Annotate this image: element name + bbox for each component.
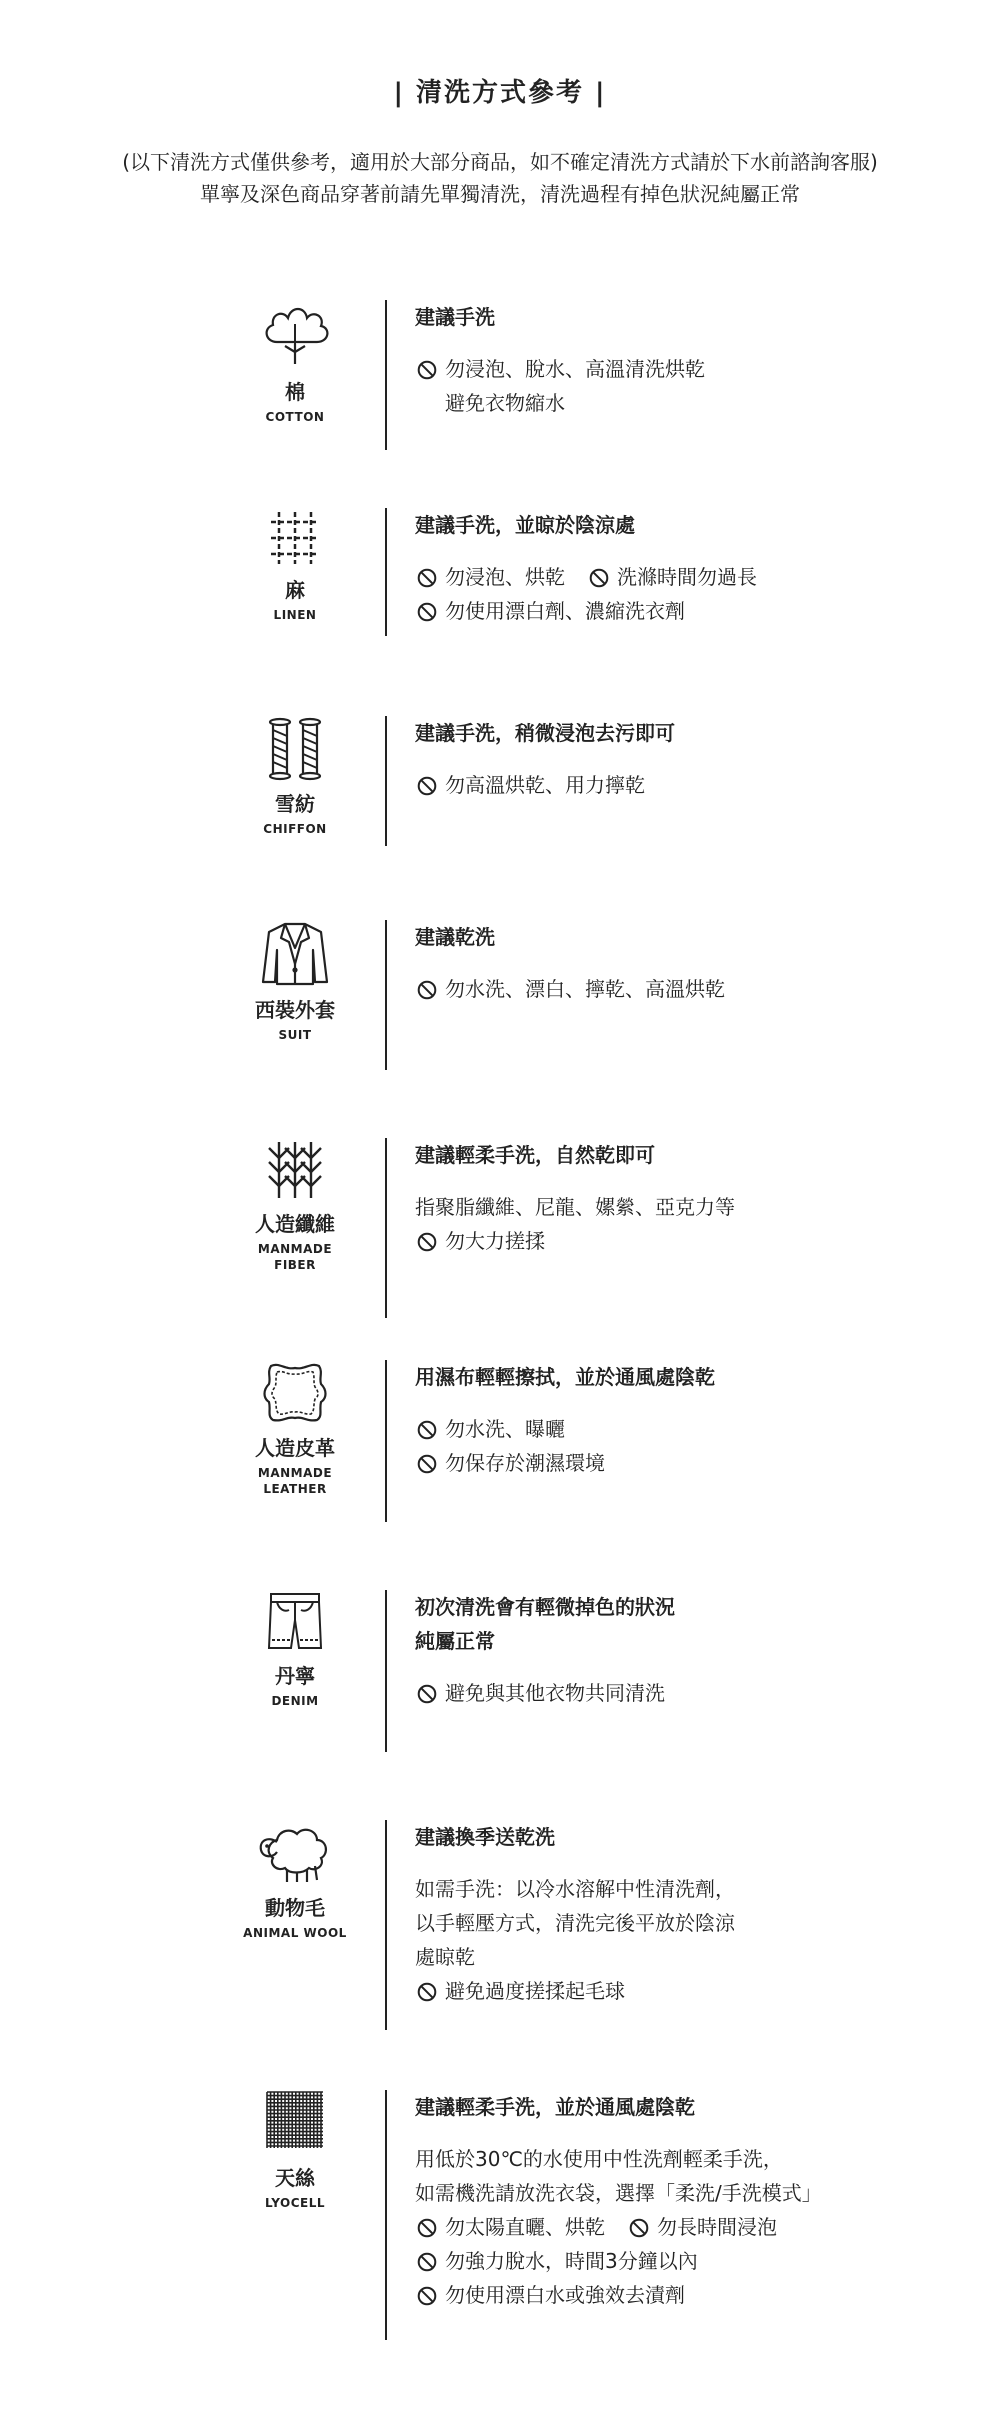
warning-row (415, 1974, 975, 2008)
prohibited-icon (417, 1982, 437, 2002)
intro-line-2: 單寧及深色商品穿著前請先單獨清洗，清洗過程有掉色狀況純屬正常 (200, 182, 800, 206)
fabric-label-group (220, 1138, 370, 1273)
fabric-name-en: CHIFFON (263, 822, 327, 836)
fabric-name-en: SUIT (278, 1028, 312, 1042)
warning-row (415, 1224, 975, 1258)
prohibited-icon (417, 776, 437, 796)
warning-row (415, 352, 975, 386)
warning-text: 洗滌時間勿過長 (617, 565, 757, 589)
warning-text: 勿保存於潮濕環境 (445, 1451, 605, 1475)
care-extra: 避免衣物縮水 (445, 391, 565, 415)
warning-item (415, 1224, 545, 1258)
prohibited-icon (417, 1232, 437, 1252)
care-note: 指聚脂纖維、尼龍、嫘縈、亞克力等 (415, 1195, 735, 1219)
warning-row (415, 972, 975, 1006)
warning-text: 勿長時間浸泡 (657, 2215, 777, 2239)
prohibited-icon (417, 2252, 437, 2272)
warning-row (415, 2210, 975, 2244)
care-instructions (415, 2090, 975, 2312)
warning-text: 避免過度搓揉起毛球 (445, 1979, 625, 2003)
care-instructions (415, 1360, 975, 1480)
linen-icon (220, 508, 370, 568)
warning-text: 勿水洗、曝曬 (445, 1417, 565, 1441)
fabric-name-zh: 麻 (285, 578, 305, 602)
warning-item (415, 1974, 625, 2008)
care-note: 如需機洗請放洗衣袋，選擇「柔洗/手洗模式」 (415, 2181, 822, 2205)
care-heading: 建議輕柔手洗，自然乾即可 (415, 1143, 655, 1167)
fabric-name-zh: 人造纖維 (255, 1212, 335, 1236)
fabric-name-zh: 棉 (285, 380, 305, 404)
warning-text: 勿浸泡、烘乾 (445, 565, 565, 589)
warning-row (415, 1412, 975, 1446)
fabric-label-group (220, 1820, 370, 1941)
cotton-icon (220, 300, 370, 370)
warning-row (415, 594, 975, 628)
fabric-label-group (220, 300, 370, 425)
warning-text: 勿使用漂白水或強效去漬劑 (445, 2283, 685, 2307)
section-divider (385, 1138, 387, 1318)
warning-item (415, 2244, 698, 2278)
prohibited-icon (417, 2286, 437, 2306)
prohibited-icon (417, 360, 437, 380)
warning-text: 勿使用漂白劑、濃縮洗衣劑 (445, 599, 685, 623)
care-heading: 建議換季送乾洗 (415, 1825, 555, 1849)
prohibited-icon (417, 1454, 437, 1474)
warning-item (587, 560, 757, 594)
suit-icon (220, 920, 370, 988)
warning-item (415, 1676, 665, 1710)
care-instructions (415, 300, 975, 420)
warning-item (415, 2210, 605, 2244)
warning-item (415, 972, 725, 1006)
warning-text: 勿浸泡、脫水、高溫清洗烘乾 (445, 357, 705, 381)
section-divider (385, 2090, 387, 2340)
warning-item (415, 2278, 685, 2312)
prohibited-icon (417, 980, 437, 1000)
warning-item (415, 1412, 565, 1446)
warning-row (415, 2244, 975, 2278)
section-divider (385, 1820, 387, 2030)
prohibited-icon (417, 568, 437, 588)
prohibited-icon (417, 1420, 437, 1440)
prohibited-icon (417, 2218, 437, 2238)
sheep-icon (220, 1820, 370, 1886)
warning-text: 勿大力搓揉 (445, 1229, 545, 1253)
denim-shorts-icon (220, 1590, 370, 1654)
fabric-label-group (220, 920, 370, 1043)
fabric-label-group (220, 1590, 370, 1709)
care-instructions (415, 716, 975, 802)
warning-text: 勿太陽直曬、烘乾 (445, 2215, 605, 2239)
warning-item (415, 1446, 605, 1480)
warning-text: 勿高溫烘乾、用力擰乾 (445, 773, 645, 797)
section-divider (385, 920, 387, 1070)
prohibited-icon (417, 1684, 437, 1704)
care-note: 用低於30℃的水使用中性洗劑輕柔手洗， (415, 2147, 783, 2171)
section-divider (385, 300, 387, 450)
warning-item (415, 560, 565, 594)
care-heading: 初次清洗會有輕微掉色的狀況 (415, 1595, 675, 1619)
section-divider (385, 1590, 387, 1752)
care-heading: 純屬正常 (415, 1629, 495, 1653)
spool-icon (220, 716, 370, 782)
warning-item (627, 2210, 777, 2244)
fabric-label-group (220, 1360, 370, 1497)
fabric-name-en: MANMADE LEATHER (257, 1466, 333, 1496)
care-note: 以手輕壓方式，清洗完後平放於陰涼 (415, 1911, 735, 1935)
care-heading: 建議輕柔手洗，並於通風處陰乾 (415, 2095, 695, 2119)
fabric-name-en: DENIM (271, 1694, 319, 1708)
fabric-name-en: LYOCELL (264, 2196, 326, 2210)
care-heading: 用濕布輕輕擦拭，並於通風處陰乾 (415, 1365, 715, 1389)
fabric-name-zh: 西裝外套 (255, 998, 335, 1022)
fabric-name-en: ANIMAL WOOL (243, 1926, 347, 1940)
care-instructions (415, 1138, 975, 1258)
care-note: 如需手洗：以冷水溶解中性清洗劑， (415, 1877, 735, 1901)
fabric-name-zh: 雪紡 (275, 792, 315, 816)
intro-line-1: (以下清洗方式僅供參考，適用於大部分商品，如不確定清洗方式請於下水前諮詢客服) (122, 150, 878, 174)
fabric-name-en: LINEN (273, 608, 317, 622)
section-divider (385, 716, 387, 846)
leather-icon (220, 1360, 370, 1426)
weave-icon (220, 2090, 370, 2156)
section-divider (385, 508, 387, 636)
warning-row (415, 1446, 975, 1480)
care-heading: 建議手洗，並晾於陰涼處 (415, 513, 635, 537)
care-instructions (415, 920, 975, 1006)
warning-text: 勿強力脫水，時間3分鐘以內 (445, 2249, 698, 2273)
care-heading: 建議手洗 (415, 305, 495, 329)
fabric-name-en: COTTON (265, 410, 325, 424)
fabric-name-zh: 動物毛 (265, 1896, 325, 1920)
warning-item (415, 768, 645, 802)
care-note: 處晾乾 (415, 1945, 475, 1969)
warning-row (415, 2278, 975, 2312)
care-instructions (415, 508, 975, 628)
fabric-label-group (220, 508, 370, 623)
prohibited-icon (589, 568, 609, 588)
warning-row (415, 560, 975, 594)
fabric-name-en: MANMADE FIBER (257, 1242, 333, 1272)
prohibited-icon (417, 602, 437, 622)
warning-text: 避免與其他衣物共同清洗 (445, 1681, 665, 1705)
section-divider (385, 1360, 387, 1522)
fiber-icon (220, 1138, 370, 1202)
care-instructions (415, 1820, 975, 2008)
prohibited-icon (629, 2218, 649, 2238)
fabric-label-group (220, 716, 370, 837)
warning-text: 勿水洗、漂白、擰乾、高溫烘乾 (445, 977, 725, 1001)
care-instructions (415, 1590, 975, 1710)
fabric-name-zh: 人造皮革 (255, 1436, 335, 1460)
care-heading: 建議手洗，稍微浸泡去污即可 (415, 721, 675, 745)
fabric-label-group (220, 2090, 370, 2211)
page-title: | 清洗方式參考 | (393, 78, 607, 108)
warning-item (415, 352, 705, 386)
fabric-name-zh: 丹寧 (275, 1664, 315, 1688)
warning-row (415, 1676, 975, 1710)
warning-item (415, 594, 685, 628)
care-heading: 建議乾洗 (415, 925, 495, 949)
fabric-name-zh: 天絲 (275, 2166, 315, 2190)
warning-row (415, 768, 975, 802)
